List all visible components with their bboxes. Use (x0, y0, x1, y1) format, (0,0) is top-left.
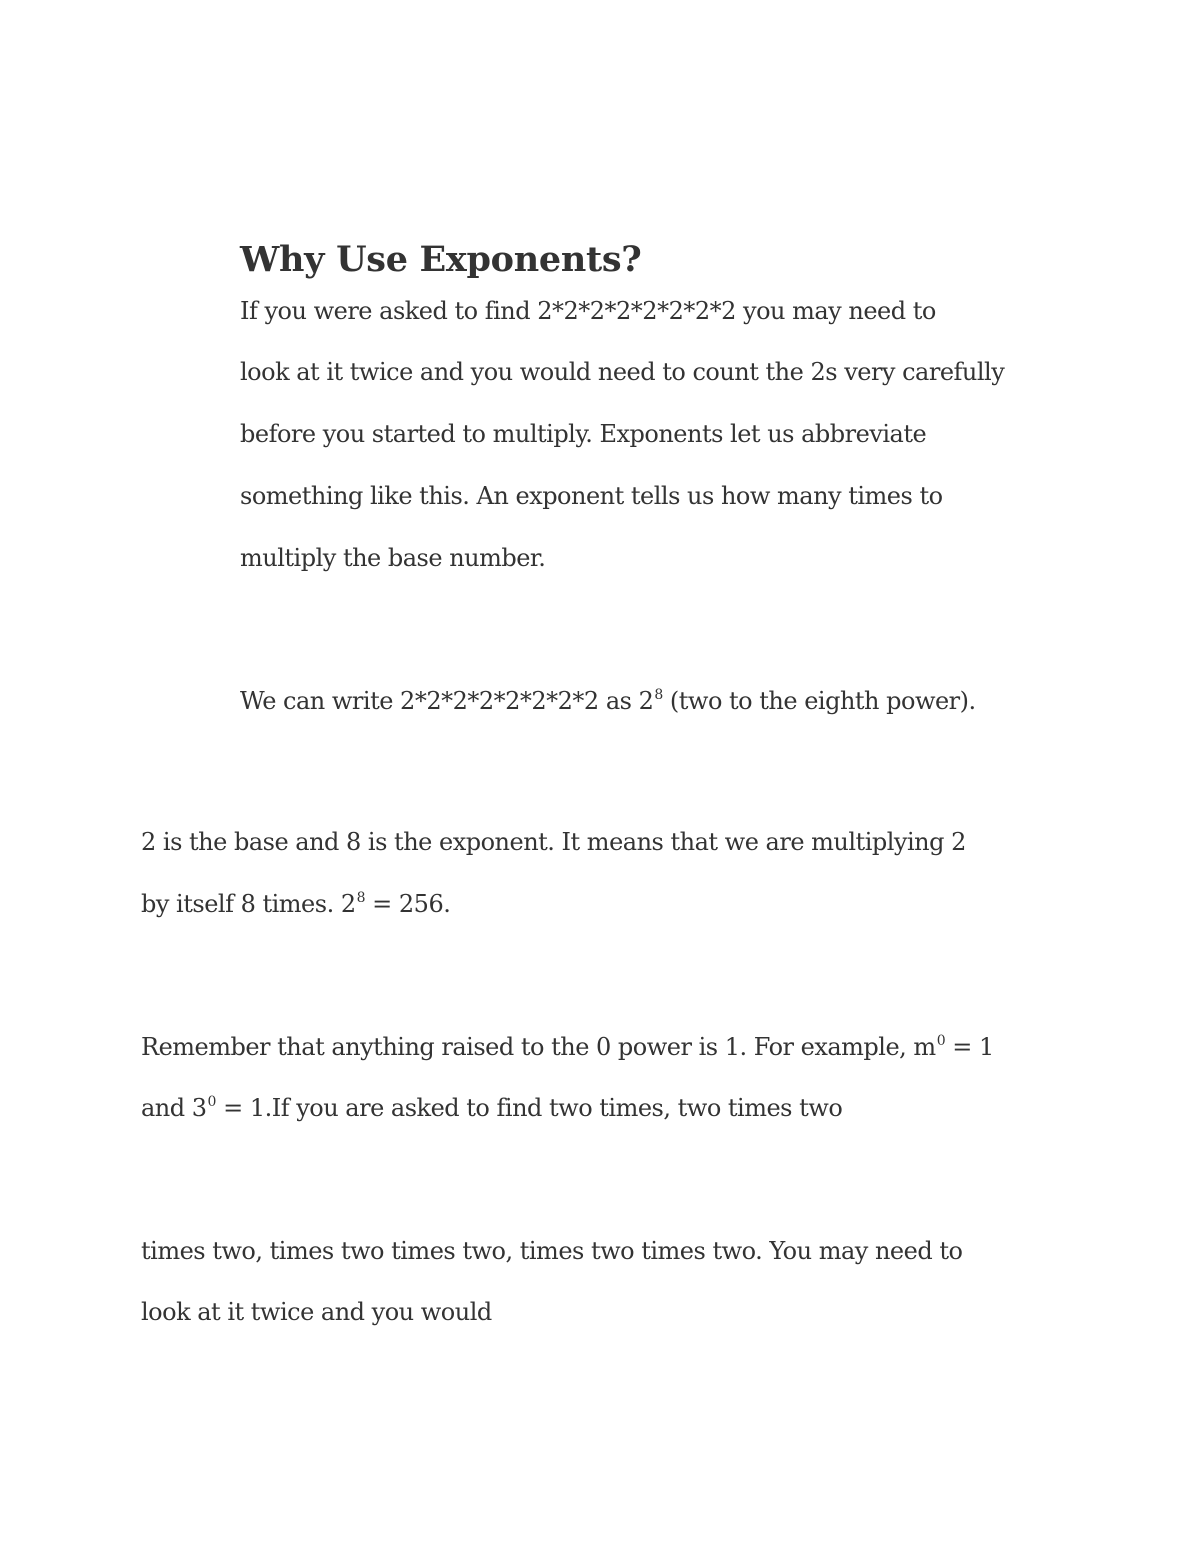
intro-line: multiply the base number. (240, 544, 546, 572)
zero-power-2-suffix: = 1.If you are asked to find two times, two times two (215, 1094, 843, 1122)
intro-line: something like this. An exponent tells us how many times to (240, 482, 943, 510)
zero-power-exponent: 0 (936, 1033, 946, 1049)
base-result-suffix: = 256. (365, 890, 451, 918)
zero-power-prefix: Remember that anything raised to the 0 power is 1. For example, m (141, 1033, 936, 1061)
base-result-exponent: 8 (356, 890, 366, 906)
example-prefix: We can write 2*2*2*2*2*2*2*2 as 2 (240, 687, 654, 715)
example-line (240, 686, 976, 720)
example-exponent: 8 (654, 687, 663, 703)
intro-line: before you started to multiply. Exponents let us abbreviate (240, 420, 927, 448)
zero-power-2-prefix: and 3 (141, 1094, 207, 1122)
base-line: 2 is the base and 8 is the exponent. It means that we are multiplying 2 (141, 828, 966, 856)
intro-line: look at it twice and you would need to count the 2s very carefully (240, 358, 1005, 386)
example-suffix: (two to the eighth power). (662, 687, 976, 715)
base-result-prefix: by itself 8 times. 2 (141, 890, 356, 918)
intro-line: If you were asked to find 2*2*2*2*2*2*2*2 you may need to (240, 297, 936, 325)
zero-power-2-exponent: 0 (207, 1094, 216, 1110)
page-title: Why Use Exponents? (240, 239, 642, 280)
zero-power-suffix: = 1 (945, 1033, 994, 1061)
zero-power-line-2 (141, 1093, 842, 1127)
closing-line: times two, times two times two, times two times two. You may need to (141, 1237, 963, 1265)
closing-line: look at it twice and you would (141, 1298, 492, 1326)
base-result-line (141, 889, 450, 923)
zero-power-line (141, 1032, 994, 1066)
